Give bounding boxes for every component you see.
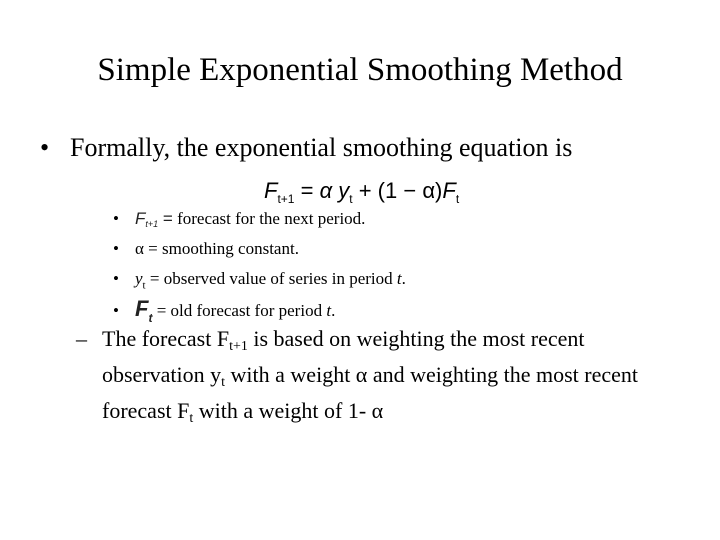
explanation-paragraph (76, 325, 676, 433)
main-bullet-text: Formally, the exponential smoothing equation is (70, 133, 573, 162)
definition-old-forecast: • $F_t$ = old forecast for period t. (113, 296, 336, 325)
definition-text: forecast for the next period. (177, 209, 366, 228)
alpha-symbol: α (135, 239, 144, 258)
observed-symbol: y (135, 269, 143, 288)
explanation-text: The forecast $F_{t+1}$ is based on weighting the most recent observation $y_t$ with a weight α and weighting the most recent forecast $F_t$ with a weight of 1- α (102, 326, 638, 426)
slide-title: Simple Exponential Smoothing Method (97, 52, 623, 88)
definition-text: = observed value of series in period (149, 269, 393, 288)
bullet-marker: • (40, 133, 50, 162)
main-bullet (40, 130, 572, 166)
forecast-next-symbol: $F_{t+1}$ = (135, 209, 173, 229)
definition-observed: • $y_t$ = observed value of series in period t. (113, 269, 406, 292)
definition-list (113, 204, 406, 324)
definition-alpha: • α = smoothing constant. (113, 239, 299, 258)
definition-forecast-next: • $F_{t+1}$ = forecast for the next period. (113, 209, 366, 229)
old-forecast-symbol: $F_t$ (135, 296, 153, 325)
smoothing-equation: $F_{t+1} = \alpha$ $y_t + (1 - \alpha)F_t$ (264, 178, 460, 206)
definition-text: = smoothing constant. (148, 239, 299, 258)
definition-text: = old forecast for period (156, 301, 323, 320)
dash-marker: – (76, 326, 87, 351)
